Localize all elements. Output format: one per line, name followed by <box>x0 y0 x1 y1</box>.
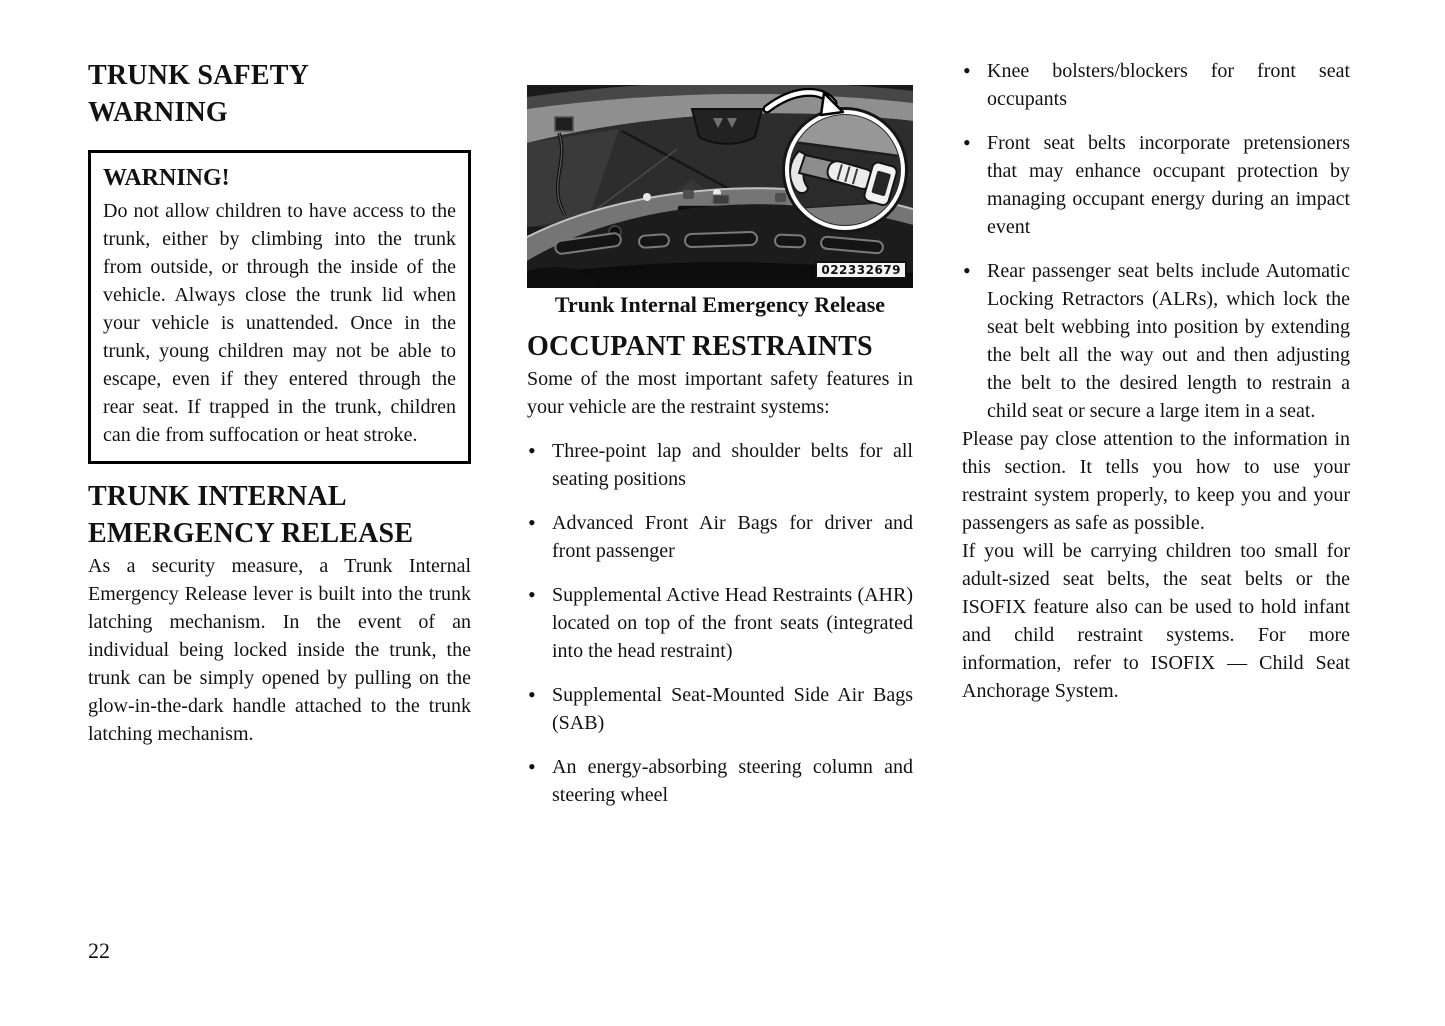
warning-box-body: Do not allow children to have access to the trunk, either by climbing into the trunk from outside, or through the inside of the vehicle. Always close the trunk lid when your vehicle is unattended. Once in the trunk, young children may not be able to escape, even if they entered through the rear seat. If trapped in the trunk, children can die from suffocation or heat stroke. <box>103 200 456 446</box>
list-item: • Supplemental Seat-Mounted Side Air Bags (SAB) <box>527 681 913 737</box>
section-title-trunk-safety-warning: TRUNK SAFETY WARNING <box>88 60 308 128</box>
list-item: • Rear passenger seat belts include Automatic Locking Retractors (ALRs), which lock the seat belt webbing into position by extending the belt all the way out and then adjusting the belt to the desired length to restrain a child seat or secure a large item in a seat. <box>962 257 1350 425</box>
right-column <box>962 57 1350 705</box>
list-item: • Supplemental Active Head Restraints (AHR) located on top of the front seats (integrated into the head restraint) <box>527 581 913 665</box>
list-item: • Advanced Front Air Bags for driver and front passenger <box>527 509 913 565</box>
middle-column <box>527 85 913 809</box>
list-item: • Three-point lap and shoulder belts for all seating positions <box>527 437 913 493</box>
list-item: • Front seat belts incorporate pretensioners that may enhance occupant protection by managing occupant energy during an impact event <box>962 129 1350 241</box>
trunk-internal-emergency-release-text: As a security measure, a Trunk Internal Emergency Release lever is built into the trunk latching mechanism. In the event of an individual being locked inside the trunk, the trunk can be simply opened by pulling on the glow-in-the-dark handle attached to the trunk latching mechanism. <box>88 555 471 745</box>
occupant-restraints-intro: Some of the most important safety features in your vehicle are the restraint systems: <box>527 368 913 418</box>
warning-box-title: WARNING! <box>103 165 230 191</box>
restraint-features-list <box>527 437 913 809</box>
left-column <box>88 57 471 748</box>
trunk-hinge-bracket <box>555 117 573 131</box>
page-number: 22 <box>88 938 110 963</box>
figure-caption: Trunk Internal Emergency Release <box>554 292 886 317</box>
image-code-badge: 022332679 <box>815 261 907 279</box>
restraint-features-list-continued <box>962 57 1350 425</box>
isofix-paragraph: If you will be carrying children too small for adult-sized seat belts, the seat belts or the ISOFIX feature also can be used to hold infant and child restraint systems. For more information, refer to ISOFIX — Child Seat Anchorage System. <box>962 540 1350 702</box>
list-item: • Knee bolsters/blockers for front seat occupants <box>962 57 1350 113</box>
restraints-attention-paragraph: Please pay close attention to the information in this section. It tells you how to use your restraint system properly, to keep you and your passengers as safe as possible. <box>962 428 1350 534</box>
trunk-release-figure <box>527 85 913 288</box>
warning-box <box>88 150 471 464</box>
section-title-occupant-restraints: OCCUPANT RESTRAINTS <box>527 331 873 362</box>
trunk-latch-recess <box>692 109 762 144</box>
trunk-illustration <box>527 85 913 288</box>
list-item: • An energy-absorbing steering column and steering wheel <box>527 753 913 809</box>
section-title-trunk-internal-emergency-release: TRUNK INTERNAL EMERGENCY RELEASE <box>88 481 414 549</box>
